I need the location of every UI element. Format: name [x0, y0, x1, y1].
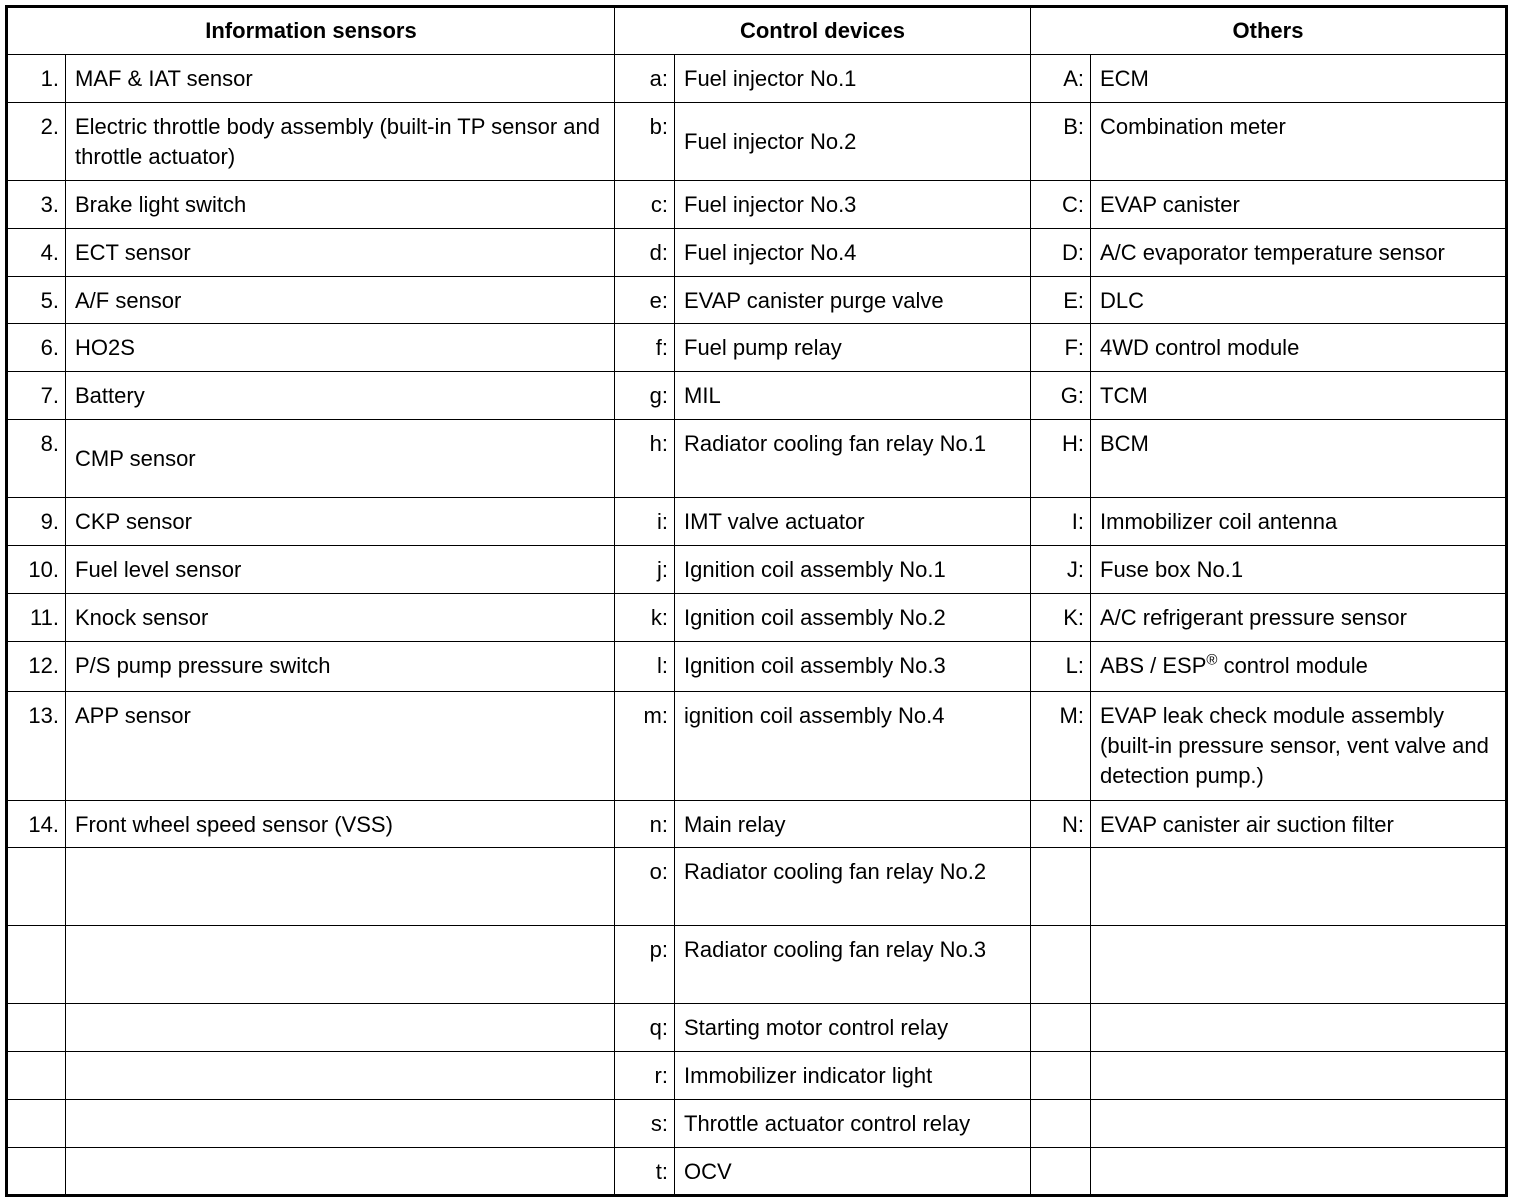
- others-index: [1031, 1148, 1091, 1196]
- control-index: s:: [615, 1100, 675, 1148]
- info-index: [7, 1100, 66, 1148]
- table-row: [7, 594, 1507, 642]
- others-index: [1031, 1052, 1091, 1100]
- control-index: t:: [615, 1148, 675, 1196]
- registered-mark: ®: [1206, 651, 1218, 669]
- information-sensor: Front wheel speed sensor (VSS): [66, 801, 615, 848]
- table-row: [7, 926, 1507, 1004]
- control-device: Throttle actuator control relay: [675, 1100, 1031, 1148]
- info-index: 9.: [7, 498, 66, 546]
- other-component: Immobilizer coil antenna: [1091, 498, 1507, 546]
- info-index: 5.: [7, 277, 66, 324]
- table-row: [7, 103, 1507, 181]
- information-sensor: [66, 1100, 615, 1148]
- table-row: [7, 1052, 1507, 1100]
- information-sensor: Battery: [66, 372, 615, 420]
- info-index: 13.: [7, 692, 66, 801]
- other-component: A/C refrigerant pressure sensor: [1091, 594, 1507, 642]
- control-device: Immobilizer indicator light: [675, 1052, 1031, 1100]
- information-sensor: CMP sensor: [66, 420, 615, 498]
- control-device: IMT valve actuator: [675, 498, 1031, 546]
- table-row: [7, 181, 1507, 229]
- table-row: [7, 692, 1507, 801]
- info-index: 2.: [7, 103, 66, 181]
- other-component: [1091, 848, 1507, 926]
- info-index: [7, 1148, 66, 1196]
- table-row: [7, 1004, 1507, 1052]
- info-index: 11.: [7, 594, 66, 642]
- information-sensor: P/S pump pressure switch: [66, 642, 615, 692]
- information-sensor: Brake light switch: [66, 181, 615, 229]
- table-row: [7, 801, 1507, 848]
- header-control-devices: Control devices: [615, 7, 1031, 55]
- information-sensor: A/F sensor: [66, 277, 615, 324]
- information-sensor: Electric throttle body assembly (built-in TP sensor and throttle actuator): [66, 103, 615, 181]
- control-device: Main relay: [675, 801, 1031, 848]
- others-index: C:: [1031, 181, 1091, 229]
- other-component: EVAP leak check module assembly (built-in pressure sensor, vent valve and detection pump.): [1091, 692, 1507, 801]
- other-component: BCM: [1091, 420, 1507, 498]
- control-index: j:: [615, 546, 675, 594]
- information-sensor: APP sensor: [66, 692, 615, 801]
- other-component: EVAP canister: [1091, 181, 1507, 229]
- others-index: [1031, 1004, 1091, 1052]
- others-index: A:: [1031, 55, 1091, 103]
- control-index: b:: [615, 103, 675, 181]
- info-index: 7.: [7, 372, 66, 420]
- table-row: [7, 498, 1507, 546]
- others-index: G:: [1031, 372, 1091, 420]
- others-index: [1031, 1100, 1091, 1148]
- other-component: [1091, 1052, 1507, 1100]
- information-sensor: [66, 1004, 615, 1052]
- control-device: Fuel pump relay: [675, 324, 1031, 372]
- table-row: [7, 324, 1507, 372]
- information-sensor: [66, 926, 615, 1004]
- others-index: K:: [1031, 594, 1091, 642]
- control-index: g:: [615, 372, 675, 420]
- table-row: [7, 642, 1507, 692]
- table-row: [7, 229, 1507, 277]
- control-index: h:: [615, 420, 675, 498]
- other-component: TCM: [1091, 372, 1507, 420]
- others-index: J:: [1031, 546, 1091, 594]
- component-legend-table: [5, 5, 1508, 1197]
- info-index: [7, 848, 66, 926]
- information-sensor: [66, 1148, 615, 1196]
- control-index: a:: [615, 55, 675, 103]
- header-row: [7, 7, 1507, 55]
- others-index: H:: [1031, 420, 1091, 498]
- other-component: Combination meter: [1091, 103, 1507, 181]
- table-row: [7, 372, 1507, 420]
- control-index: c:: [615, 181, 675, 229]
- info-index: 4.: [7, 229, 66, 277]
- other-component: ECM: [1091, 55, 1507, 103]
- info-index: [7, 926, 66, 1004]
- other-component: 4WD control module: [1091, 324, 1507, 372]
- information-sensor: ECT sensor: [66, 229, 615, 277]
- info-index: 1.: [7, 55, 66, 103]
- control-device: Fuel injector No.3: [675, 181, 1031, 229]
- control-index: r:: [615, 1052, 675, 1100]
- header-others: Others: [1031, 7, 1507, 55]
- control-index: k:: [615, 594, 675, 642]
- header-information-sensors: Information sensors: [7, 7, 615, 55]
- information-sensor: MAF & IAT sensor: [66, 55, 615, 103]
- other-component: [1091, 1100, 1507, 1148]
- others-index: F:: [1031, 324, 1091, 372]
- control-index: d:: [615, 229, 675, 277]
- control-device: MIL: [675, 372, 1031, 420]
- control-device: Ignition coil assembly No.2: [675, 594, 1031, 642]
- information-sensor: [66, 848, 615, 926]
- information-sensor: HO2S: [66, 324, 615, 372]
- control-device: ignition coil assembly No.4: [675, 692, 1031, 801]
- table-row: [7, 420, 1507, 498]
- control-device: OCV: [675, 1148, 1031, 1196]
- other-component: DLC: [1091, 277, 1507, 324]
- others-index: B:: [1031, 103, 1091, 181]
- control-device: Radiator cooling fan relay No.3: [675, 926, 1031, 1004]
- other-component: Fuse box No.1: [1091, 546, 1507, 594]
- table-row: [7, 1100, 1507, 1148]
- table-row: [7, 546, 1507, 594]
- information-sensor: Fuel level sensor: [66, 546, 615, 594]
- info-index: 3.: [7, 181, 66, 229]
- control-index: i:: [615, 498, 675, 546]
- control-device: Fuel injector No.2: [675, 103, 1031, 181]
- control-index: q:: [615, 1004, 675, 1052]
- other-component: [1091, 926, 1507, 1004]
- control-index: m:: [615, 692, 675, 801]
- table-row: [7, 1148, 1507, 1196]
- control-index: l:: [615, 642, 675, 692]
- others-index: [1031, 848, 1091, 926]
- info-index: 10.: [7, 546, 66, 594]
- other-component: A/C evaporator temperature sensor: [1091, 229, 1507, 277]
- control-index: n:: [615, 801, 675, 848]
- others-index: M:: [1031, 692, 1091, 801]
- control-index: p:: [615, 926, 675, 1004]
- control-device: Starting motor control relay: [675, 1004, 1031, 1052]
- control-device: Ignition coil assembly No.1: [675, 546, 1031, 594]
- information-sensor: Knock sensor: [66, 594, 615, 642]
- others-index: L:: [1031, 642, 1091, 692]
- others-index: E:: [1031, 277, 1091, 324]
- control-device: Radiator cooling fan relay No.2: [675, 848, 1031, 926]
- control-device: EVAP canister purge valve: [675, 277, 1031, 324]
- control-device: Ignition coil assembly No.3: [675, 642, 1031, 692]
- control-index: o:: [615, 848, 675, 926]
- control-index: f:: [615, 324, 675, 372]
- other-component: ABS / ESP® control module: [1091, 642, 1507, 692]
- information-sensor: CKP sensor: [66, 498, 615, 546]
- info-index: [7, 1052, 66, 1100]
- control-index: e:: [615, 277, 675, 324]
- others-index: I:: [1031, 498, 1091, 546]
- info-index: [7, 1004, 66, 1052]
- info-index: 8.: [7, 420, 66, 498]
- info-index: 6.: [7, 324, 66, 372]
- control-device: Fuel injector No.4: [675, 229, 1031, 277]
- information-sensor: [66, 1052, 615, 1100]
- other-component: [1091, 1148, 1507, 1196]
- others-index: N:: [1031, 801, 1091, 848]
- others-index: D:: [1031, 229, 1091, 277]
- table-row: [7, 55, 1507, 103]
- others-index: [1031, 926, 1091, 1004]
- control-device: Radiator cooling fan relay No.1: [675, 420, 1031, 498]
- other-component: [1091, 1004, 1507, 1052]
- table-row: [7, 848, 1507, 926]
- control-device: Fuel injector No.1: [675, 55, 1031, 103]
- table-row: [7, 277, 1507, 324]
- other-component: EVAP canister air suction filter: [1091, 801, 1507, 848]
- info-index: 12.: [7, 642, 66, 692]
- info-index: 14.: [7, 801, 66, 848]
